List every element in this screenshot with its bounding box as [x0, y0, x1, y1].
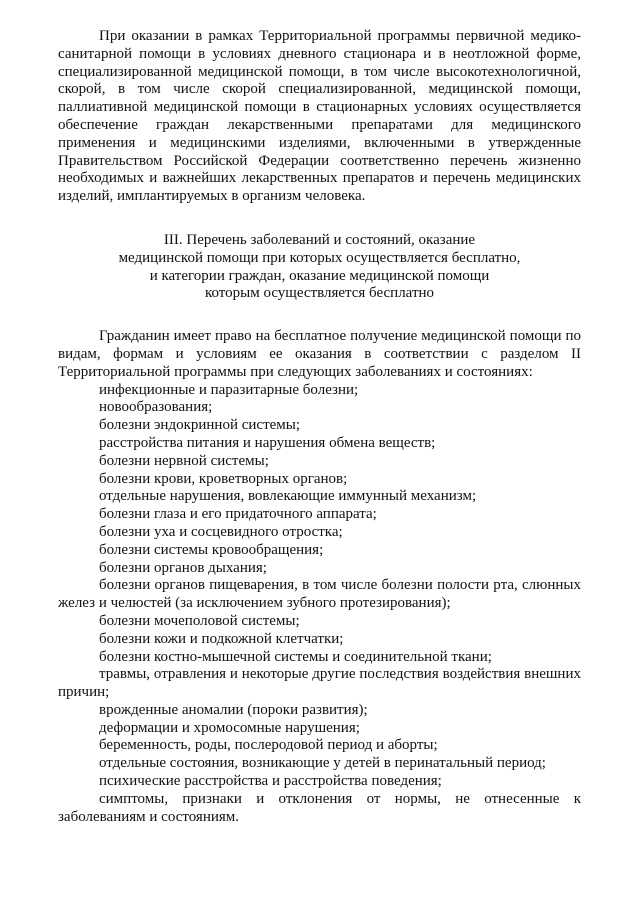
list-item: расстройства питания и нарушения обмена веществ; — [99, 434, 436, 451]
intro-paragraph: При оказании в рамках Территориальной программы первичной медико-санитарной помощи в условиях дневного стационара и в неотложной форме, специализированной медицинской помощи, в том числе высокотехнологичной, скорой, в том числе скорой специализированной, медицинской помощи, паллиативной медицинской помощи в стационарных условиях осуществляется обеспечение граждан лекарственными препаратами для медицинского применения и медицинскими изделиями, включенными в утвержденные Правительством Российской Федерации соответственно перечень жизненно необходимых и важнейших лекарственных препаратов и перечень медицинских изделий, имплантируемых в организм человека. — [58, 28, 581, 205]
list-item: болезни мочеполовой системы; — [99, 612, 300, 629]
list-item: болезни органов дыхания; — [99, 559, 267, 576]
section-heading-line: которым осуществляется бесплатно — [204, 285, 435, 302]
list-item: новообразования; — [99, 399, 213, 416]
list-item: отдельные нарушения, вовлекающие иммунный механизм; — [99, 488, 477, 505]
list-item: болезни уха и сосцевидного отростка; — [99, 523, 343, 540]
lead-paragraph: Гражданин имеет право на бесплатное получение медицинской помощи по видам, формам и условиям ее оказания в соответствии с разделом II Территориальной программы при следующих заболеваниях и состояниях: — [58, 328, 581, 380]
conditions-list — [58, 382, 581, 827]
section-heading — [58, 232, 581, 303]
list-item: травмы, отравления и некоторые другие последствия воздействия внешних причин; — [58, 666, 581, 701]
list-item: деформации и хромосомные нарушения; — [99, 719, 360, 736]
list-item: болезни крови, кроветворных органов; — [99, 470, 348, 487]
list-item: болезни глаза и его придаточного аппарата; — [99, 506, 377, 523]
document-page — [58, 28, 581, 826]
list-item: беременность, роды, послеродовой период и аборты; — [99, 737, 438, 754]
section-heading-line: III. Перечень заболеваний и состояний, оказание — [163, 231, 476, 248]
list-item: болезни нервной системы; — [99, 452, 269, 469]
section-heading-line: медицинской помощи при которых осуществляется бесплатно, — [118, 249, 521, 266]
list-item: болезни эндокринной системы; — [99, 417, 301, 434]
section-heading-line: и категории граждан, оказание медицинской помощи — [149, 267, 490, 284]
list-item: болезни кожи и подкожной клетчатки; — [99, 630, 344, 647]
list-item: болезни системы кровообращения; — [99, 541, 324, 558]
list-item: врожденные аномалии (пороки развития); — [99, 701, 368, 718]
list-item: болезни органов пищеварения, в том числе болезни полости рта, слюнных желез и челюстей (за исключением зубного протезирования); — [58, 577, 581, 612]
list-item: симптомы, признаки и отклонения от нормы, не отнесенные к заболеваниям и состояниям. — [58, 790, 581, 825]
list-item: болезни костно-мышечной системы и соединительной ткани; — [99, 648, 492, 665]
list-item: инфекционные и паразитарные болезни; — [99, 381, 359, 398]
list-item: отдельные состояния, возникающие у детей в перинатальный период; — [99, 755, 546, 772]
list-item: психические расстройства и расстройства поведения; — [99, 773, 442, 790]
